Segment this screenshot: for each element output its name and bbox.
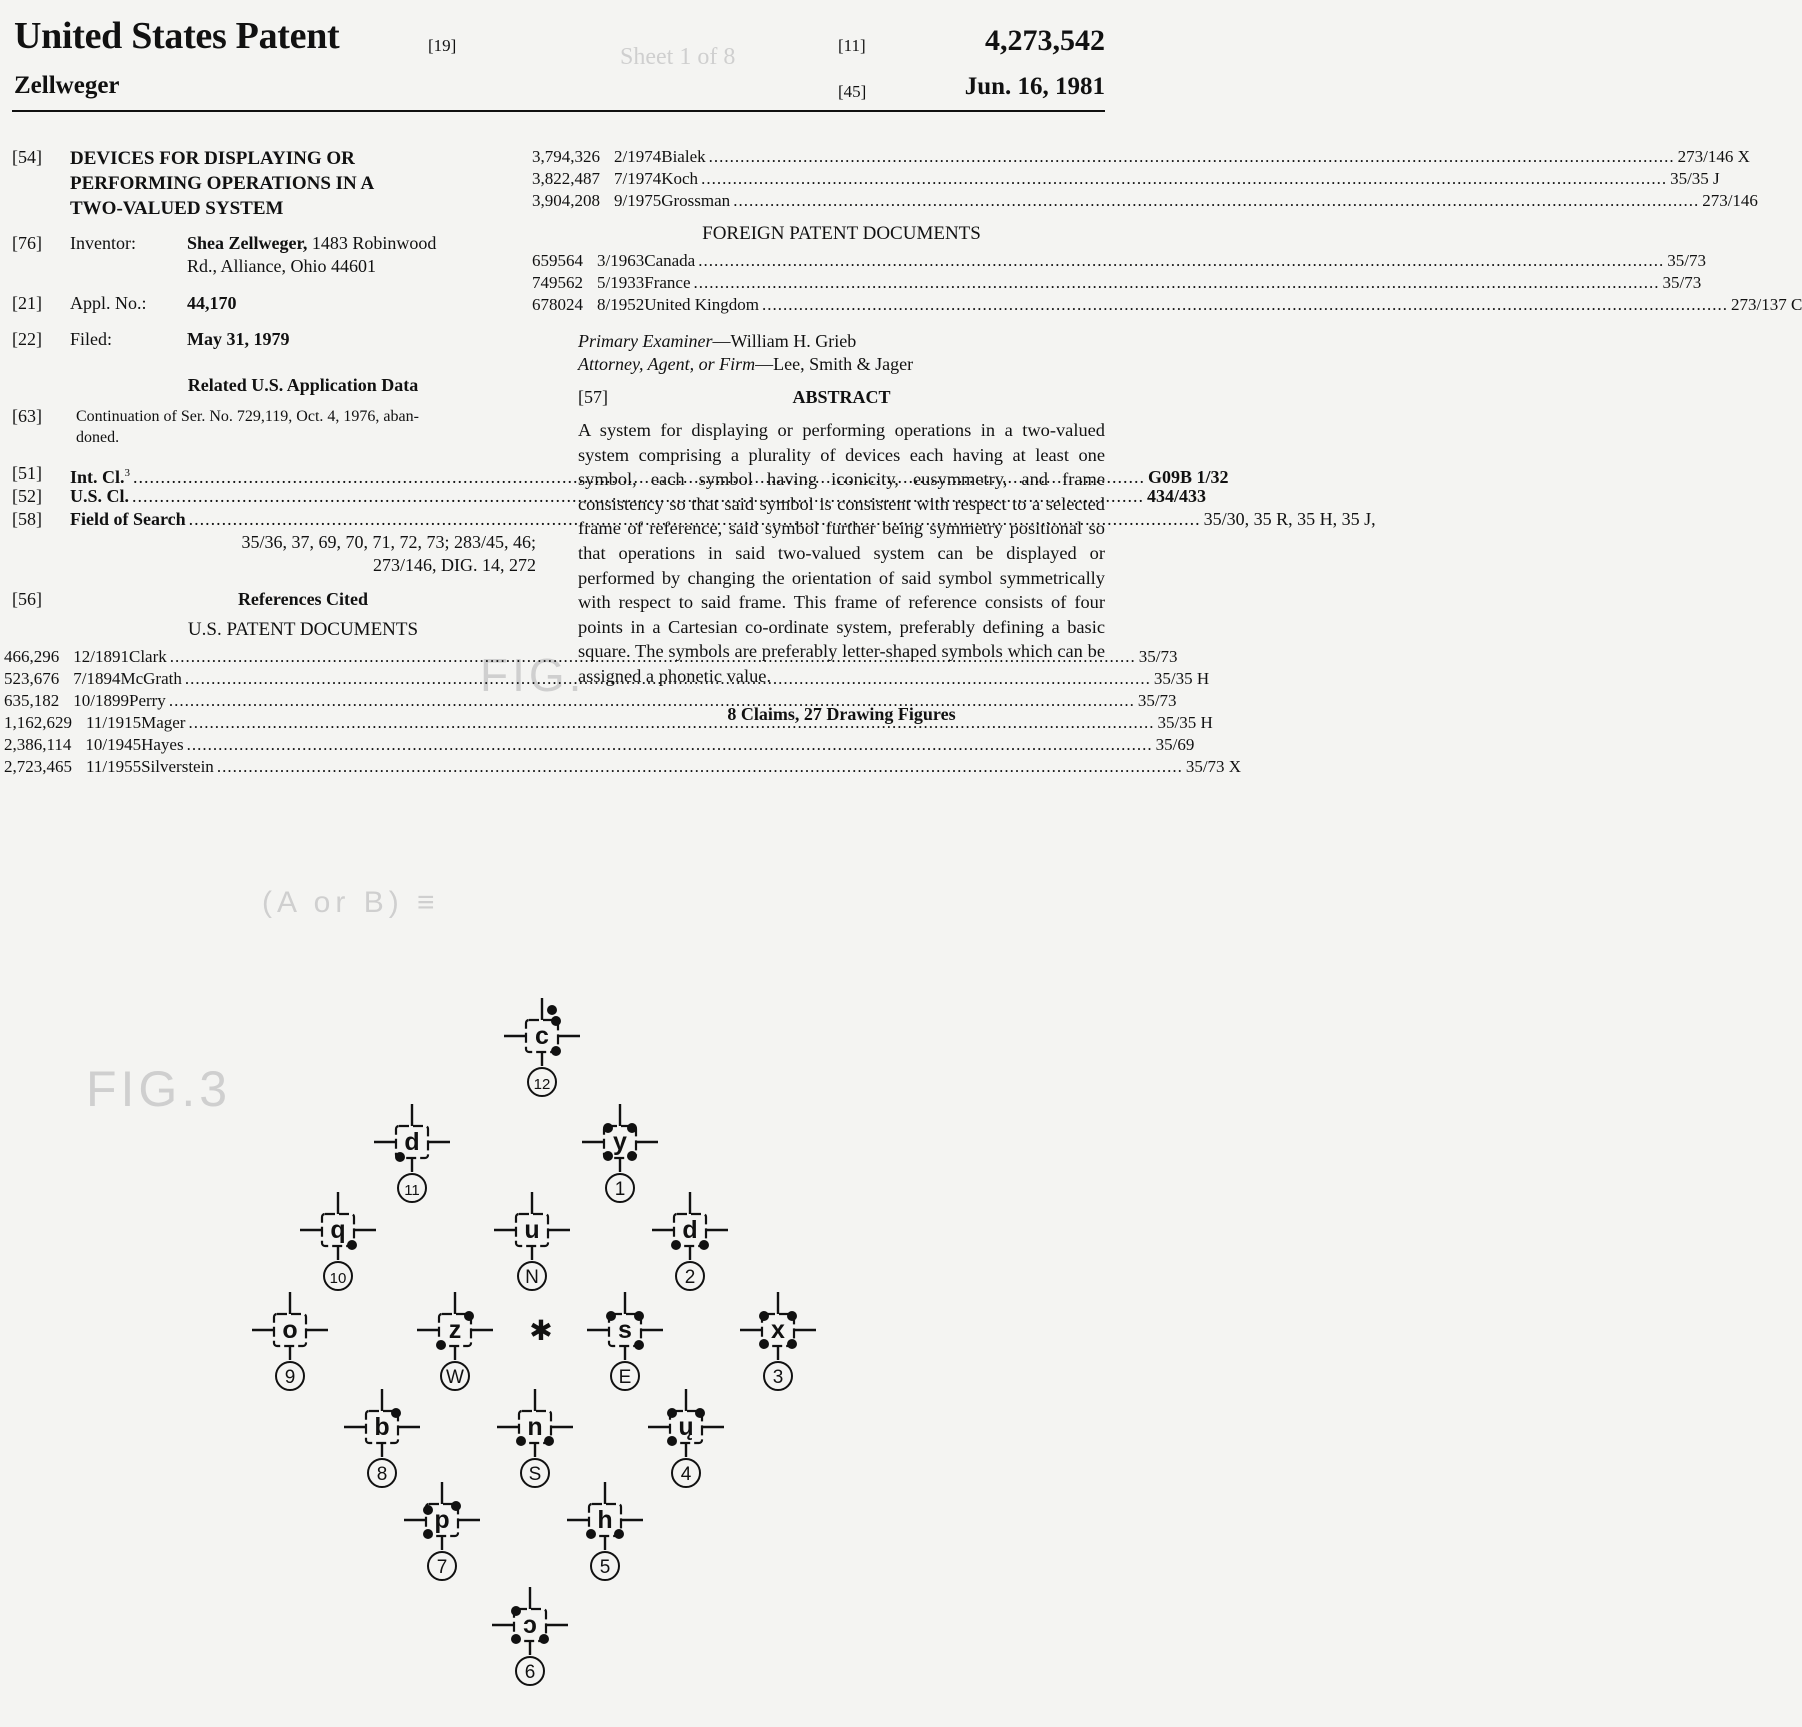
us-ref-row: [4, 756, 1242, 778]
ref-date: 8/1952: [597, 295, 645, 314]
bleed-fig-label: FIG.: [480, 649, 586, 701]
ref-date: 10/1945: [85, 735, 142, 754]
ref-name: Silverstein: [141, 757, 214, 776]
search-line-3: 273/146, DIG. 14, 272: [373, 555, 536, 575]
search-leader: [70, 508, 1376, 531]
us-cl-label: U.S. Cl.: [70, 486, 130, 506]
search-label: Field of Search: [70, 509, 186, 529]
foreign-ref-row: [532, 272, 1702, 294]
int-cl-code: [51]: [12, 463, 42, 483]
ref-patent-number: 3,904,208: [532, 191, 600, 210]
title-block: [12, 146, 536, 222]
symbol-node: [404, 1482, 480, 1580]
ref-date: 11/1955: [86, 757, 142, 776]
ref-class: 273/146: [1702, 191, 1758, 210]
position-dot: [603, 1123, 613, 1133]
abstract-code: [57]: [578, 387, 608, 407]
patent-date: Jun. 16, 1981: [964, 73, 1105, 100]
inventor-details: [187, 232, 436, 278]
ref-class: 273/146 X: [1677, 147, 1750, 166]
refs-heading: References Cited: [237, 589, 369, 609]
position-dot: [586, 1529, 596, 1539]
attorney-name: —Lee, Smith & Jager: [755, 354, 914, 374]
number-code: [11]: [838, 36, 866, 55]
inventor-address-2: Rd., Alliance, Ohio 44601: [187, 256, 376, 276]
node-label: W: [446, 1367, 464, 1388]
symbol-letter: ų: [678, 1413, 694, 1441]
inventor-block: [12, 232, 536, 282]
ref-class: 35/35 H: [1157, 713, 1213, 732]
symbol-node: [344, 1389, 420, 1487]
symbol-node: [648, 1389, 724, 1487]
position-dot: [759, 1311, 769, 1321]
ref-date: 2/1974: [614, 147, 662, 166]
position-dot: [423, 1529, 433, 1539]
symbol-letter: u: [524, 1216, 540, 1244]
ref-patent-number: 3,794,326: [532, 147, 600, 166]
position-dot: [634, 1340, 644, 1350]
symbol-letter: y: [613, 1128, 627, 1156]
us-ref-row: [4, 646, 1178, 668]
ref-patent-number: 678024: [532, 295, 583, 314]
symbol-node: [504, 998, 580, 1096]
position-dot: [603, 1151, 613, 1161]
position-dot: [634, 1311, 644, 1321]
ref-patent-number: 659564: [532, 251, 583, 270]
ref-date: 9/1975: [614, 191, 662, 210]
ref-name: Koch: [661, 169, 699, 188]
examiner-label: Primary Examiner: [578, 331, 713, 351]
appl-code: [21]: [12, 293, 42, 313]
position-dot: [511, 1606, 521, 1616]
position-dot: [547, 1005, 557, 1015]
symbol-diagram: [230, 980, 890, 1710]
ref-class: 35/73: [1137, 691, 1177, 710]
position-dot: [511, 1634, 521, 1644]
position-dot: [464, 1311, 474, 1321]
patent-number: 4,273,542: [985, 24, 1105, 57]
position-dot: [787, 1311, 797, 1321]
symbol-node: [652, 1192, 728, 1290]
inventor-surname: Zellweger: [14, 72, 120, 99]
node-label: 2: [684, 1267, 696, 1288]
abstract-heading: ABSTRACT: [792, 387, 891, 407]
search-line-1: 35/30, 35 R, 35 H, 35 J,: [1203, 509, 1376, 529]
continuation-line: doned.: [76, 429, 120, 446]
us-refs-cont-list: [532, 146, 1758, 212]
node-label: N: [525, 1267, 539, 1288]
ref-name: Mager: [141, 713, 186, 732]
node-label: S: [528, 1464, 542, 1485]
symbol-letter: x: [771, 1316, 785, 1344]
node-label: 6: [524, 1662, 536, 1683]
position-dot: [539, 1634, 549, 1644]
node-label: 5: [599, 1557, 611, 1578]
abstract-text: A system for displaying or performing operations in a two-valued system comprising a plurality of devices each having at least one symbol, each symbol having iconicity, eusymmetry, and frame consistency so that said symbol is consistent with respect to a selected frame of reference, said symbol further being symmetry positional so that operations in said two-valued system can be displayed or performed by changing the orientation of said symbol symmetrically with respect to said frame. This frame of reference consists of four points in a Cartesian co-ordinate system, preferably defining a basic square. The symbols are preferably letter-shaped symbols which can be assigned a phonetic value.: [578, 420, 1105, 686]
related-heading: Related U.S. Application Data: [187, 375, 419, 395]
symbol-node: [497, 1389, 573, 1487]
symbol-letter: d: [682, 1216, 698, 1244]
title-line: TWO-VALUED SYSTEM: [70, 198, 284, 219]
ref-class: 35/35 H: [1153, 669, 1210, 688]
position-dot: [391, 1408, 401, 1418]
node-label: 11: [404, 1182, 420, 1199]
ref-name: United Kingdom: [644, 295, 759, 314]
ref-name: McGrath: [120, 669, 182, 688]
ref-date: 7/1894: [73, 669, 121, 688]
abstract-heading-row: [578, 386, 1105, 418]
ref-patent-number: 523,676: [4, 669, 60, 688]
position-dot: [667, 1436, 677, 1446]
ref-date: 7/1974: [614, 169, 662, 188]
symbol-letter: d: [404, 1128, 420, 1156]
appl-number: 44,170: [187, 293, 237, 313]
ref-leader: [661, 168, 1719, 190]
position-dot: [614, 1529, 624, 1539]
ref-patent-number: 2,386,114: [4, 735, 72, 754]
ref-date: 3/1963: [597, 251, 645, 270]
ref-class: 35/73: [1662, 273, 1702, 292]
continuation-text: [76, 406, 419, 448]
node-label: 7: [436, 1557, 448, 1578]
symbol-node: [417, 1292, 493, 1390]
invention-title: [70, 146, 374, 221]
symbol-node: [494, 1192, 570, 1290]
ref-leader: [661, 146, 1750, 168]
symbol-node: [587, 1292, 663, 1390]
ref-name: Clark: [128, 647, 167, 666]
search-block: [12, 508, 1376, 588]
symbol-letter: s: [618, 1316, 632, 1344]
filed-code: [22]: [12, 329, 42, 349]
us-docs-heading: U.S. PATENT DOCUMENTS: [187, 619, 419, 640]
us-ref-row: [4, 734, 1195, 756]
node-label: E: [618, 1367, 632, 1388]
us-cl-row: [12, 485, 1207, 508]
position-dot: [551, 1016, 561, 1026]
ref-class: 35/73: [1138, 647, 1178, 666]
search-line-2: 35/36, 37, 69, 70, 71, 72, 73; 283/45, 46;: [241, 532, 536, 552]
us-ref-row: [532, 190, 1758, 212]
position-dot: [759, 1339, 769, 1349]
foreign-ref-row: [532, 294, 1802, 316]
ref-leader: [141, 756, 1241, 778]
ref-patent-number: 749562: [532, 273, 583, 292]
symbol-diagram-svg: [230, 980, 890, 1710]
int-cl-label: Int. Cl.$^3$: [70, 467, 131, 487]
int-cl-value: G09B 1/32: [1148, 467, 1229, 487]
position-dot: [436, 1340, 446, 1350]
filed-label: Filed:: [70, 329, 113, 349]
symbol-letter: b: [374, 1413, 390, 1441]
node-label: 3: [772, 1367, 784, 1388]
ref-leader: [141, 734, 1194, 756]
symbol-letter: c: [535, 1022, 549, 1050]
patent-heading: United States Patent: [14, 15, 340, 57]
symbol-letter: h: [597, 1506, 613, 1534]
ref-name: Hayes: [141, 735, 184, 754]
title-line: DEVICES FOR DISPLAYING OR: [70, 148, 355, 169]
us-ref-row: [532, 146, 1750, 168]
date-code: [45]: [838, 82, 867, 101]
position-dot: [423, 1505, 433, 1515]
ref-leader: [644, 294, 1802, 316]
foreign-ref-row: [532, 250, 1706, 272]
symbol-node: [300, 1192, 376, 1290]
continuation-block: [12, 406, 536, 462]
ref-name: Canada: [644, 251, 696, 270]
inventor-code: [76]: [12, 233, 42, 253]
us-cl-value: 434/433: [1147, 486, 1207, 506]
position-dot: [627, 1151, 637, 1161]
bleed-formula: (A or B) ≡: [262, 886, 440, 919]
us-ref-row: [4, 668, 1210, 690]
ref-class: 273/137 C: [1730, 295, 1802, 314]
ref-name: France: [644, 273, 691, 292]
symbol-letter: z: [448, 1316, 462, 1344]
us-cl-code: [52]: [12, 486, 42, 506]
node-label: 12: [533, 1076, 551, 1093]
node-label: 9: [284, 1367, 296, 1388]
symbol-letter: p: [434, 1506, 450, 1534]
position-dot: [787, 1339, 797, 1349]
header-rule: [12, 110, 1105, 112]
filed-block: [12, 328, 536, 374]
examiner-name: —William H. Grieb: [712, 331, 857, 351]
attorney-line: [578, 353, 1105, 376]
ref-date: 10/1899: [73, 691, 129, 710]
symbol-letter: o: [282, 1316, 298, 1344]
ref-name: Grossman: [661, 191, 731, 210]
position-dot: [451, 1501, 461, 1511]
ref-patent-number: 466,296: [4, 647, 60, 666]
node-label: 10: [329, 1270, 347, 1287]
position-dot: [627, 1123, 637, 1133]
appl-label: Appl. No.:: [70, 293, 147, 313]
ref-patent-number: 2,723,465: [4, 757, 72, 776]
symbol-node: [582, 1104, 658, 1202]
ref-date: 11/1915: [86, 713, 142, 732]
foreign-heading: FOREIGN PATENT DOCUMENTS: [702, 223, 981, 244]
position-dot: [671, 1240, 681, 1250]
attorney-label: Attorney, Agent, or Firm: [578, 354, 756, 374]
us-ref-row: [4, 690, 1177, 712]
ref-leader: [644, 250, 1706, 272]
heading-code: [19]: [428, 36, 457, 55]
refs-code: [56]: [12, 589, 42, 609]
title-line: PERFORMING OPERATIONS IN A: [70, 173, 375, 194]
symbol-node: [252, 1292, 328, 1390]
ref-leader: [644, 272, 1701, 294]
symbol-node: [567, 1482, 643, 1580]
ref-class: 35/35 J: [1670, 169, 1720, 188]
position-dot: [544, 1436, 554, 1446]
search-code: [58]: [12, 509, 42, 529]
us-ref-row: [532, 168, 1720, 190]
node-label: 8: [376, 1464, 388, 1485]
inventor-name: Shea Zellweger,: [187, 233, 308, 253]
symbol-letter: n: [527, 1413, 543, 1441]
claims-summary: 8 Claims, 27 Drawing Figures: [727, 703, 956, 724]
ref-date: 12/1891: [73, 647, 129, 666]
continuation-line: Continuation of Ser. No. 729,119, Oct. 4, 1976, aban-: [76, 408, 419, 425]
examiner-line: [578, 330, 1105, 353]
bleed-sheet-label: Sheet 1 of 8: [620, 44, 736, 70]
ref-class: 35/69: [1155, 735, 1195, 754]
position-dot: [695, 1408, 705, 1418]
ref-date: 5/1933: [597, 273, 645, 292]
center-star-icon: ✱: [529, 1315, 553, 1346]
node-label: 4: [680, 1464, 692, 1485]
symbol-node: [740, 1292, 816, 1390]
continuation-code: [63]: [12, 406, 42, 426]
ref-leader: [661, 190, 1758, 212]
position-dot: [551, 1046, 561, 1056]
ref-name: Bialek: [661, 147, 706, 166]
ref-class: 35/73 X: [1185, 757, 1242, 776]
inventor-label: Inventor:: [70, 233, 136, 253]
position-dot: [516, 1436, 526, 1446]
ref-class: 35/73: [1667, 251, 1706, 270]
refs-heading-row: [12, 588, 536, 618]
filed-date: May 31, 1979: [187, 329, 290, 349]
title-code: [54]: [12, 147, 42, 167]
us-cl-leader: [70, 485, 1207, 508]
symbol-letter: ɔ: [523, 1611, 537, 1639]
position-dot: [699, 1240, 709, 1250]
bleed-fig3-label: FIG.3: [86, 1061, 232, 1117]
position-dot: [606, 1311, 616, 1321]
position-dot: [347, 1240, 357, 1250]
position-dot: [667, 1408, 677, 1418]
appl-block: [12, 292, 536, 328]
node-label: 1: [614, 1179, 626, 1200]
symbol-letter: q: [330, 1216, 346, 1244]
ref-name: Perry: [128, 691, 166, 710]
foreign-refs-list: [532, 250, 1802, 316]
int-cl-row: [12, 462, 1229, 487]
inventor-address: 1483 Robinwood: [311, 233, 437, 253]
ref-patent-number: 635,182: [4, 691, 60, 710]
symbol-node: [492, 1587, 568, 1685]
ref-patent-number: 1,162,629: [4, 713, 72, 732]
symbol-node: [374, 1104, 450, 1202]
ref-patent-number: 3,822,487: [532, 169, 600, 188]
